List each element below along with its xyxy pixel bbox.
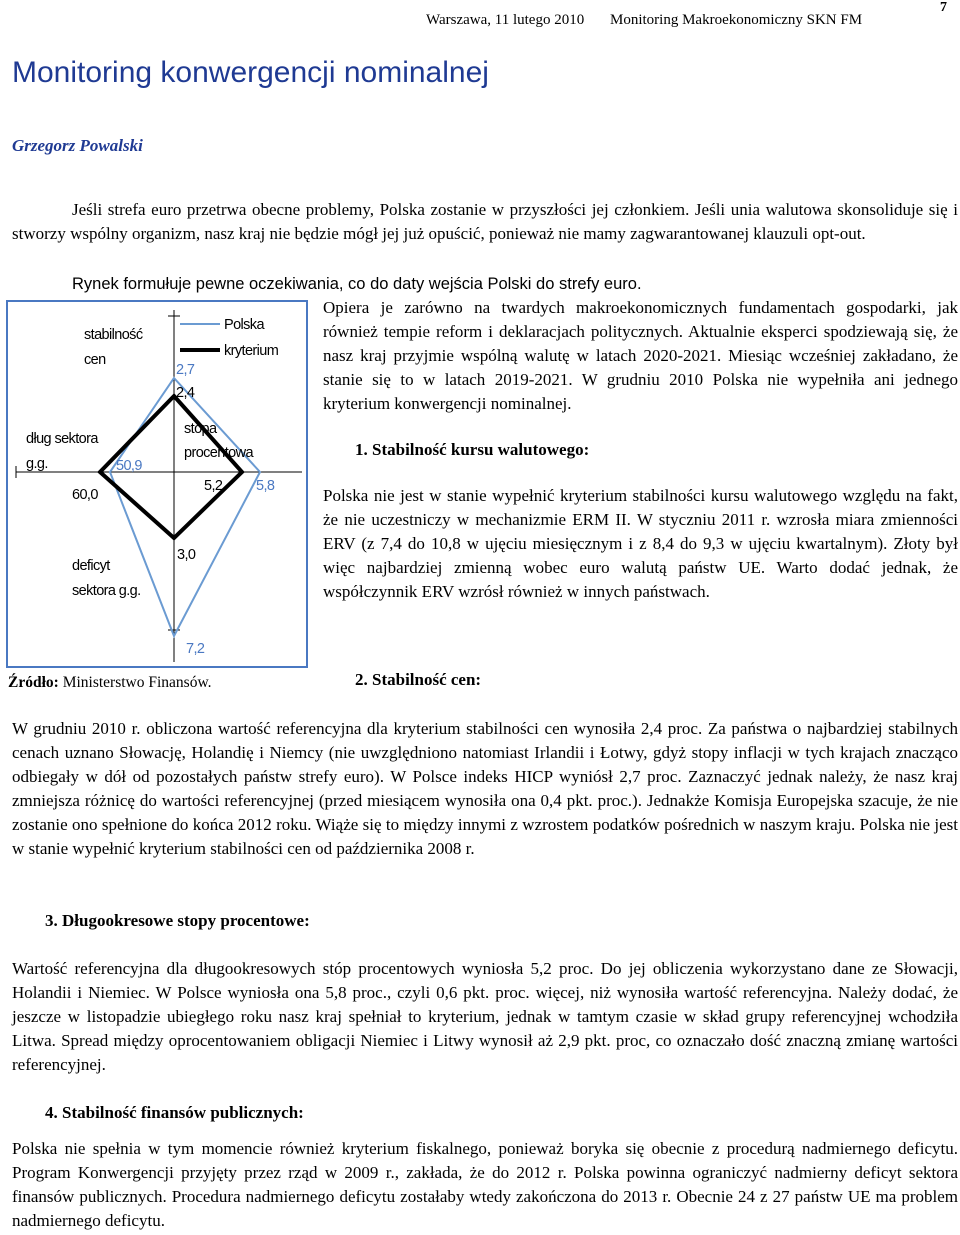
section-1-text: Polska nie jest w stanie wypełnić kryterium stabilności kursu walutowego względu na fakt, że nie uczestniczy w mechanizmie ERM II. W styczniu 2011 r. wzrosła miara zmienności ERV (z 7,4 do 10,8 w ujęciu miesięcznym i z 8,4 do 9,3 w ujęciu kwartalnym). Złoty był więc najbardziej zmienną wobec euro walutą państw UE. Warto dodać jednak, że współczynnik ERV wzrósł również w innych państwach.	[323, 486, 958, 601]
section-1-heading: 1. Stabilność kursu walutowego:	[355, 440, 590, 459]
market-expectations-paragraph: Opiera je zarówno na twardych makroekonomicznych fundamentach gospodarki, jak również tempie reform i deklaracjach politycznych. Aktualnie eksperci spodziewają się, że nasz kraj przyjmie wspólną walutę w latach 2020-2021. Miesiąc wcześniej zakładano, że stanie się to w latach 2019-2021. W grudniu 2010 Polska nie wypełniła ani jednego kryterium konwergencji nominalnej.	[323, 298, 958, 413]
axis-label-sektora: sektora g.g.	[72, 583, 141, 599]
chart-source	[8, 674, 212, 692]
market-expectations-sentence: Rynek formułuje pewne oczekiwania, co do daty wejścia Polski do strefy euro.	[72, 275, 642, 293]
axis-label-stabilnosc: stabilność	[84, 327, 143, 343]
section-3-text: Wartość referencyjna dla długookresowych stóp procentowych wyniosła 5,2 proc. Do jej obliczenia wykorzystano dane ze Słowacji, Holandii i Niemiec. W Polsce wyniosła ona 5,8 proc., czyli 0,6 pkt. proc. więcej, niż wynosiła wartość referencyjna. Należy dodać, że jeszcze w listopadzie ubiegłego roku nasz kraj spełniał to kryterium, jednak w tamtym czasie w skład grupy referencyjnej wchodziła Litwa. Spread między oprocentowaniem obligacji Niemiec i Litwy wynosił aż 2,9 pkt. proc, co oznaczało dość znaczną zmianę wartości referencyjnej.	[12, 959, 958, 1074]
section-3-heading: 3. Długookresowe stopy procentowe:	[45, 911, 310, 930]
article-title: Monitoring konwergencji nominalnej	[12, 56, 489, 89]
section-2-text: W grudniu 2010 r. obliczona wartość referencyjna dla kryterium stabilności cen wynosiła 2,4 proc. Za państwa o najbardziej stabilnych cenach uznano Słowację, Holandię i Niemcy (nie uwzględniono natomiast Irlandii i Łotwy, gdyż stopy inflacji w tych krajach znacząco odbiegały w dół od pozostałych państw strefy euro). W Polsce indeks HICP wyniósł 2,7 proc. Zaznaczyć jednak należy, że nasz kraj zmniejsza różnicę do wartości referencyjnej (przed miesiącem wynosiła ona 0,4 pkt. proc.). Jednakże Komisja Europejska szacuje, że nie zostanie ono spełnione do końca 2012 roku. Wiąże się to między innymi z wzrostem podatków pośrednich w naszym kraju. Polska nie jest w stanie wypełnić kryterium stabilności cen od października 2008 r.	[12, 719, 958, 858]
source-label: Źródło:	[8, 674, 59, 691]
data-label-kryterium-cen: 2,4	[176, 385, 195, 401]
axis-label-deficyt: deficyt	[72, 558, 110, 574]
legend-kryterium-label: kryterium	[224, 343, 279, 359]
page-number: 7	[940, 0, 947, 15]
axis-label-gg: g.g.	[26, 456, 48, 472]
section-4-heading: 4. Stabilność finansów publicznych:	[45, 1103, 304, 1122]
data-label-kryterium-deficyt: 3,0	[177, 547, 196, 563]
legend-polska-label: Polska	[224, 317, 264, 333]
section-4-text: Polska nie spełnia w tym momencie również kryterium fiskalnego, ponieważ boryka się obecnie z procedurą nadmiernego deficytu. Program Konwergencji przyjęty przez rząd w 2009 r., zakłada, że do 2012 r. Polska powinna ograniczyć nadmierny deficyt sektora finansów publicznych. Procedura nadmiernego deficytu zostałaby wtedy zakończona do 2013 r. Obecnie 24 z 27 państw UE ma problem nadmiernego deficytu.	[12, 1139, 958, 1230]
data-label-kryterium-dlug: 60,0	[72, 487, 98, 503]
axis-label-procentowa: procentowa	[184, 445, 253, 461]
intro-paragraph: Jeśli strefa euro przetrwa obecne problemy, Polska zostanie w przyszłości jej członkiem. Jeśli unia walutowa skonsoliduje się i stworzy wspólny organizm, nasz kraj nie będzie mógł jej już opuścić, ponieważ nie mamy zagwarantowanej klauzuli opt-out.	[12, 200, 958, 243]
axis-label-stopa: stopa	[184, 421, 217, 437]
data-label-polska-cen: 2,7	[176, 362, 195, 378]
convergence-radar-chart	[6, 300, 308, 668]
data-label-polska-stopa: 5,8	[256, 478, 275, 494]
axis-label-dlug: dług sektora	[26, 431, 98, 447]
axis-label-cen: cen	[84, 352, 106, 368]
section-2-heading: 2. Stabilność cen:	[355, 670, 482, 689]
header-date: Warszawa, 11 lutego 2010	[426, 12, 585, 28]
data-label-kryterium-stopa: 5,2	[204, 478, 223, 494]
author: Grzegorz Powalski	[12, 136, 143, 155]
source-text: Ministerstwo Finansów.	[58, 674, 212, 691]
header-publication: Monitoring Makroekonomiczny SKN FM	[610, 12, 863, 28]
data-label-polska-deficyt: 7,2	[186, 641, 205, 657]
data-label-polska-dlug: 50,9	[116, 458, 142, 474]
